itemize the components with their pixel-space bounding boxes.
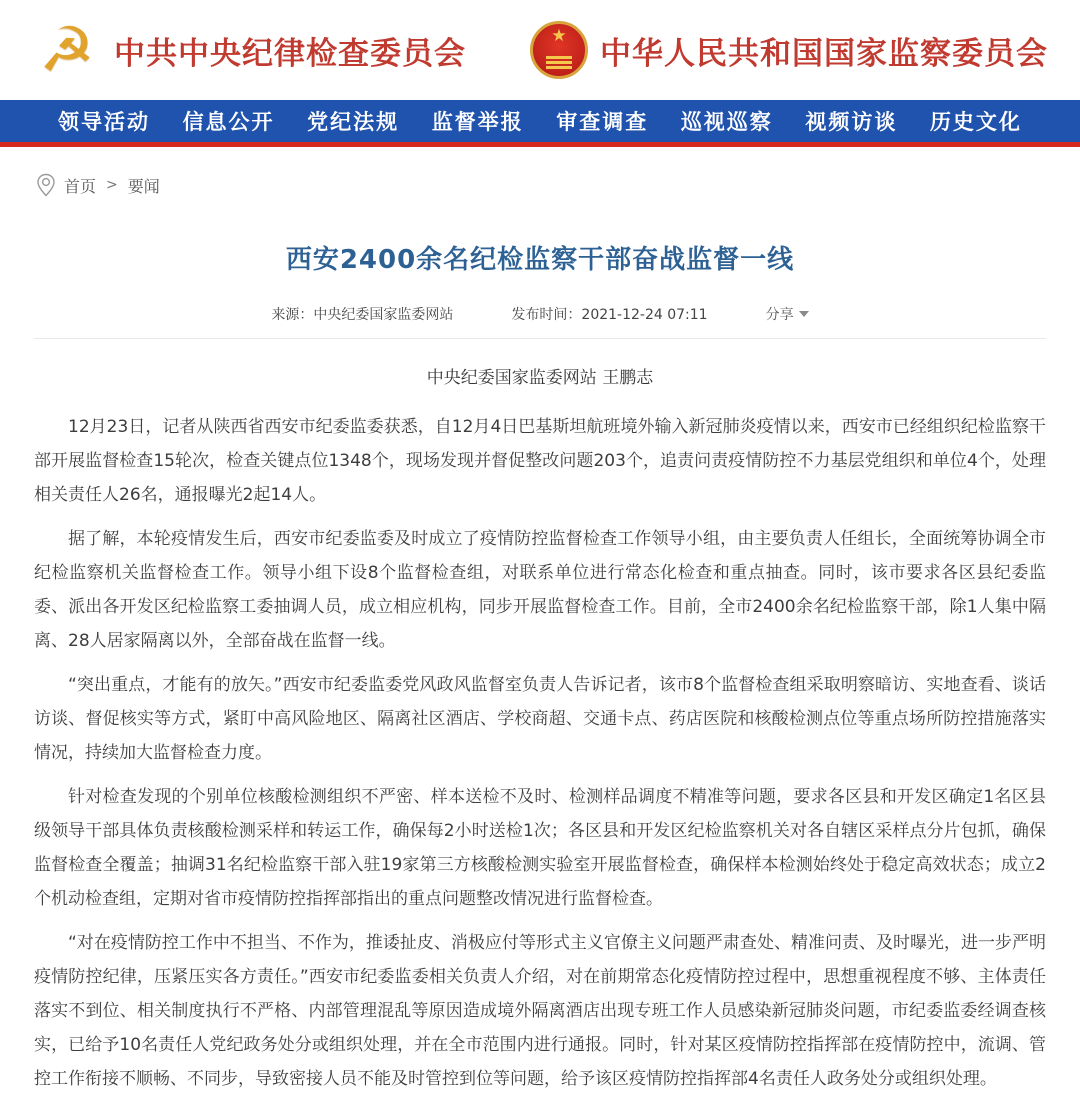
article-body: [34, 410, 1046, 1096]
breadcrumb-separator: >: [106, 177, 118, 193]
ccdi-org-title: 中共中央纪律检查委员会: [114, 35, 466, 72]
site-header: [0, 0, 1080, 100]
nav-item-video-interviews[interactable]: 视频访谈: [805, 110, 898, 134]
article-paragraph: 据了解，本轮疫情发生后，西安市纪委监委及时成立了疫情防控监督检查工作领导小组，由主要负责人任组长，全面统筹协调全市纪检监察机关监督检查工作。领导小组下设8个监督检查组，对联系单位进行常态化检查和重点抽查。同时，该市要求各区县纪委监委、派出各开发区纪检监察工委抽调人员，成立相应机构，同步开展监督检查工作。目前，全市2400余名纪检监察干部，除1人集中隔离、28人居家隔离以外，全部奋战在监督一线。: [34, 529, 1046, 651]
red-divider: [0, 142, 1080, 147]
nsc-logo[interactable]: [530, 21, 1048, 79]
article-paragraph: “对在疫情防控工作中不担当、不作为，推诿扯皮、消极应付等形式主义官僚主义问题严肃查处、精准问责、及时曝光，进一步严明疫情防控纪律，压紧压实各方责任。”西安市纪委监委相关负责人介绍，对在前期常态化疫情防控过程中，思想重视程度不够、主体责任落实不到位、相关制度执行不严格、内部管理混乱等原因造成境外隔离酒店出现专班工作人员感染新冠肺炎问题，市纪委监委经调查核实，已给予10名责任人党纪政务处分或组织处理，并在全市范围内进行通报。同时，针对某区疫情防控指挥部在疫情防控中，流调、管控工作衔接不顺畅、不同步，导致密接人员不能及时管控到位等问题，给予该区疫情防控指挥部4名责任人政务处分或组织处理。: [34, 933, 1046, 1089]
nav-item-history-culture[interactable]: 历史文化: [929, 110, 1022, 134]
share-label: 分享: [765, 307, 794, 323]
emblem-star-icon: ★: [551, 26, 567, 46]
breadcrumb-home[interactable]: 首页: [64, 176, 97, 196]
party-emblem-icon: ☭: [39, 13, 95, 86]
nav-item-leader-activities[interactable]: 领导活动: [58, 110, 150, 134]
article-title: 西安2400余名纪检监察干部奋战监督一线: [285, 245, 795, 275]
nav-item-review-investigation[interactable]: 审查调查: [556, 110, 649, 134]
breadcrumb: [36, 173, 1046, 197]
nav-item-supervision-report[interactable]: 监督举报: [431, 110, 524, 134]
nav-item-info-disclosure[interactable]: 信息公开: [182, 110, 275, 134]
share-button[interactable]: [766, 304, 809, 324]
main-nav: [0, 100, 1080, 142]
article-meta: [34, 304, 1046, 339]
article-publish-time: [511, 304, 707, 324]
page-content: [0, 173, 1080, 1096]
publish-value: 2021-12-24 07:11: [581, 307, 708, 323]
national-emblem-icon: [530, 21, 588, 79]
article-paragraph: “突出重点，才能有的放矢。”西安市纪委监委党风政风监督室负责人告诉记者，该市8个监督检查组采取明察暗访、实地查看、谈话访谈、督促核实等方式，紧盯中高风险地区、隔离社区酒店、学校商超、交通卡点、药店医院和核酸检测点位等重点场所防控措施落实情况，持续加大监督检查力度。: [34, 675, 1046, 763]
source-value: 中央纪委国家监委网站: [313, 307, 454, 323]
article-source: [271, 304, 453, 324]
article-paragraph: 针对检查发现的个别单位核酸检测组织不严密、样本送检不及时、检测样品调度不精准等问题，要求各区县和开发区确定1名区县级领导干部具体负责核酸检测采样和转运工作，确保每2小时送检1次；各区县和开发区纪检监察机关对各自辖区采样点分片包抓，确保监督检查全覆盖；抽调31名纪检监察干部入驻19家第三方核酸检测实验室开展监督检查，确保样本检测始终处于稳定高效状态；成立2个机动检查组，定期对省市疫情防控指挥部指出的重点问题整改情况进行监督检查。: [34, 787, 1046, 909]
chevron-down-icon: [799, 311, 809, 317]
article-paragraph: 12月23日，记者从陕西省西安市纪委监委获悉，自12月4日巴基斯坦航班境外输入新冠肺炎疫情以来，西安市已经组织纪检监察干部开展监督检查15轮次，检查关键点位1348个，现场发现并督促整改问题203个，追责问责疫情防控不力基层党组织和单位4个，处理相关责任人26名，通报曝光2起14人。: [34, 417, 1046, 505]
source-label: 来源：: [271, 307, 314, 323]
article-byline: 中央纪委国家监委网站 王鹏志: [426, 368, 654, 388]
publish-label: 发布时间：: [511, 307, 582, 323]
ccdi-logo[interactable]: [32, 13, 466, 86]
emblem-gate-icon: [546, 61, 572, 64]
nav-item-inspection-tours[interactable]: 巡视巡察: [680, 110, 773, 134]
nav-item-party-regulations[interactable]: 党纪法规: [307, 110, 400, 134]
nsc-org-title: 中华人民共和国国家监察委员会: [600, 35, 1048, 72]
location-pin-icon: [36, 173, 56, 197]
breadcrumb-current[interactable]: 要闻: [127, 176, 160, 196]
